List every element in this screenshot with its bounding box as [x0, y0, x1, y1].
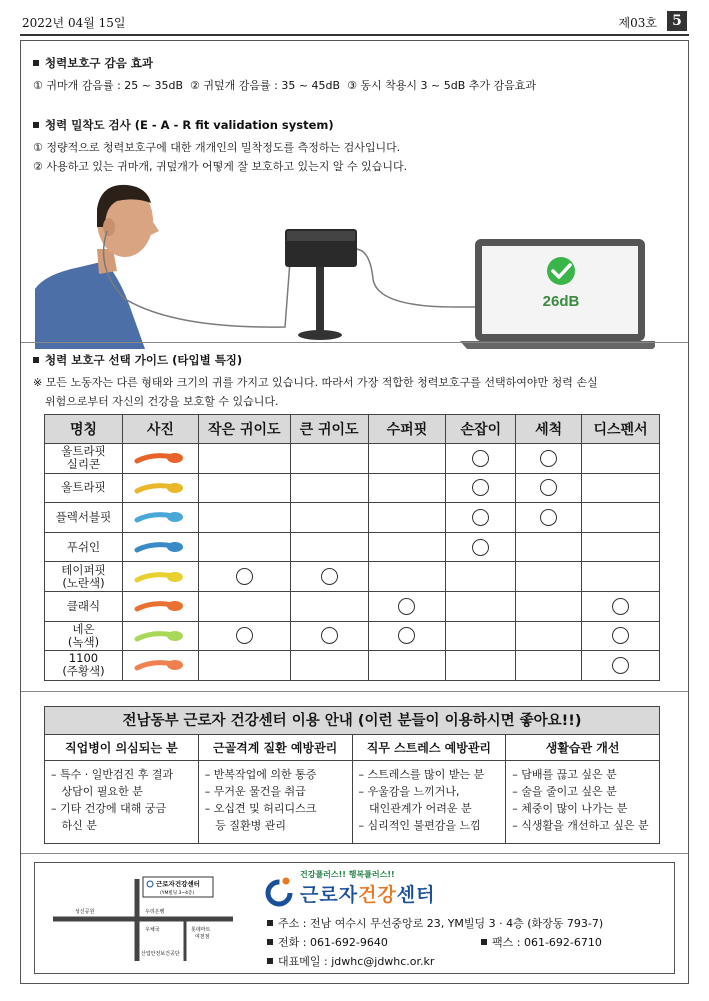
list-item: – 체중이 많이 나가는 분 — [512, 802, 628, 815]
feature-cell — [198, 503, 290, 533]
circle-mark-icon — [398, 627, 415, 644]
feature-cell — [368, 621, 446, 651]
guide-note-1: ※ 모든 노동자는 다른 형태와 크기의 귀를 가지고 있습니다. 따라서 가장 적합한 청력보호구를 선택하여야만 청력 손실 — [33, 376, 598, 389]
person-figure — [35, 185, 159, 349]
map-center-sub: (YM빌딩 3~4층) — [160, 891, 195, 896]
feature-cell — [198, 473, 290, 503]
column-body — [353, 761, 506, 843]
check-icon — [547, 257, 575, 285]
map-label: 롯데마트 — [191, 927, 211, 933]
table-row — [45, 562, 660, 592]
list-item: – 오십견 및 허리디스크 — [204, 802, 317, 815]
column-heading: 생활습관 개선 — [506, 735, 659, 761]
earplug-icon — [133, 656, 187, 674]
list-item: 하신 분 — [51, 819, 97, 832]
plug-photo — [122, 591, 198, 621]
bullet-icon — [33, 357, 39, 363]
plug-name: 1100 (주황색) — [45, 651, 123, 681]
table-row — [45, 591, 660, 621]
earplug-icon — [133, 508, 187, 526]
laptop — [460, 239, 655, 349]
bullet-icon — [267, 958, 273, 964]
plug-name: 테이퍼핏 (노란색) — [45, 562, 123, 592]
list-item: 상담이 필요한 분 — [51, 785, 143, 798]
circle-mark-icon — [236, 627, 253, 644]
issue-number: 제03호 — [618, 16, 657, 30]
plug-photo — [122, 621, 198, 651]
circle-mark-icon — [612, 657, 629, 674]
feature-cell — [516, 651, 582, 681]
column-body — [199, 761, 352, 843]
center-guide-column — [353, 735, 507, 843]
section-effect — [33, 55, 676, 95]
feature-cell — [198, 621, 290, 651]
list-item: – 식생활을 개선하고 싶은 분 — [512, 819, 649, 832]
col-header: 큰 귀이도 — [290, 415, 368, 444]
feature-cell — [368, 503, 446, 533]
map-label: 성신공원 — [75, 909, 95, 915]
header-rule — [20, 34, 689, 36]
effect-text: ① 귀마개 감음률 : 25 ~ 35dB ② 귀덮개 감음률 : 35 ~ 45dB ③ 동시 착용시 3 ~ 5dB 추가 감음효과 — [33, 79, 537, 92]
list-item: – 스트레스를 많이 받는 분 — [358, 768, 485, 781]
feature-cell — [290, 532, 368, 562]
feature-cell — [290, 651, 368, 681]
feature-cell — [368, 473, 446, 503]
plug-photo — [122, 532, 198, 562]
feature-cell — [582, 444, 660, 474]
table-row — [45, 651, 660, 681]
circle-mark-icon — [398, 598, 415, 615]
feature-cell — [368, 562, 446, 592]
section-title: 청력보호구 감음 효과 — [45, 56, 153, 70]
circle-mark-icon — [472, 539, 489, 556]
earplug-icon — [133, 538, 187, 556]
email-text: 대표메일 : jdwhc@jdwhc.or.kr — [278, 955, 435, 968]
map-label: 여천점 — [195, 934, 210, 940]
map-label: 우체국 — [145, 927, 160, 933]
map-label: 우리은행 — [145, 909, 165, 915]
list-item: – 술을 줄이고 싶은 분 — [512, 785, 617, 798]
plug-name: 울트라핏 — [45, 473, 123, 503]
circle-mark-icon — [612, 627, 629, 644]
health-center-logo-icon — [263, 875, 295, 907]
fax-text: 팩스 : 061-692-6710 — [492, 936, 602, 949]
plug-photo — [122, 473, 198, 503]
feature-cell — [446, 444, 516, 474]
plug-name: 플렉서블핏 — [45, 503, 123, 533]
feature-cell — [516, 532, 582, 562]
bullet-icon — [33, 122, 39, 128]
earplug-icon — [133, 479, 187, 497]
list-item: 등 질환병 관리 — [204, 819, 286, 832]
col-header: 수퍼핏 — [368, 415, 446, 444]
feature-cell — [516, 621, 582, 651]
col-header: 명칭 — [45, 415, 123, 444]
logo-tagline: 건강플러스!! 행복플러스!! — [300, 870, 395, 879]
plug-photo — [122, 503, 198, 533]
center-guide-columns — [45, 735, 659, 843]
map-center-label: 근로자건강센터 — [156, 880, 200, 888]
col-header: 디스펜서 — [582, 415, 660, 444]
feature-cell — [516, 591, 582, 621]
logo-name: 근로자건강센터 — [300, 884, 436, 906]
table-row — [45, 503, 660, 533]
column-body — [45, 761, 198, 843]
guide-note-2: 위험으로부터 자신의 건강을 보호할 수 있습니다. — [45, 395, 279, 408]
health-center-guide — [44, 706, 660, 844]
plug-name: 울트라핏 실리콘 — [45, 444, 123, 474]
plug-name: 클래식 — [45, 591, 123, 621]
col-header: 사진 — [122, 415, 198, 444]
circle-mark-icon — [540, 450, 557, 467]
table-row — [45, 444, 660, 474]
feature-cell — [198, 651, 290, 681]
circle-mark-icon — [321, 568, 338, 585]
list-item: 대인관계가 어려운 분 — [358, 802, 472, 815]
measurement-device — [285, 229, 357, 340]
address-text: 주소 : 전남 여수시 무선중앙로 23, YM빌딩 3 · 4층 (화장동 793-7) — [278, 917, 604, 930]
divider — [21, 691, 688, 692]
feature-cell — [582, 532, 660, 562]
feature-cell — [368, 532, 446, 562]
feature-cell — [198, 444, 290, 474]
location-map — [45, 869, 235, 965]
bullet-icon — [481, 939, 487, 945]
circle-mark-icon — [236, 568, 253, 585]
bullet-icon — [267, 939, 273, 945]
list-item: – 심리적인 불편감을 느낌 — [358, 819, 481, 832]
earplug-icon — [133, 627, 187, 645]
fit-test-line-2: ② 사용하고 있는 귀마개, 귀덮개가 어떻게 잘 보호하고 있는지 알 수 있습니다. — [33, 160, 408, 173]
feature-cell — [582, 591, 660, 621]
plug-photo — [122, 562, 198, 592]
feature-cell — [516, 444, 582, 474]
bullet-icon — [33, 60, 39, 66]
circle-mark-icon — [540, 509, 557, 526]
feature-cell — [446, 503, 516, 533]
fit-test-illustration — [35, 179, 655, 349]
circle-mark-icon — [612, 598, 629, 615]
plug-photo — [122, 444, 198, 474]
feature-cell — [582, 473, 660, 503]
screen-db-value: 26dB — [542, 293, 580, 310]
plug-name: 네온 (녹색) — [45, 621, 123, 651]
column-heading: 직무 스트레스 예방관리 — [353, 735, 506, 761]
table-body — [45, 444, 660, 681]
feature-cell — [446, 532, 516, 562]
section-guide — [33, 352, 676, 411]
bullet-icon — [267, 920, 273, 926]
earplug-icon — [133, 449, 187, 467]
divider — [21, 342, 688, 343]
map-label: 산업안전보건공단 — [141, 951, 180, 957]
feature-cell — [368, 651, 446, 681]
col-header: 세척 — [516, 415, 582, 444]
feature-cell — [290, 503, 368, 533]
feature-cell — [582, 651, 660, 681]
earplug-icon — [133, 568, 187, 586]
plug-photo — [122, 651, 198, 681]
list-item: – 반복작업에 의한 통증 — [204, 768, 317, 781]
circle-mark-icon — [540, 479, 557, 496]
feature-cell — [198, 532, 290, 562]
feature-cell — [516, 503, 582, 533]
feature-cell — [290, 621, 368, 651]
feature-cell — [290, 444, 368, 474]
feature-cell — [582, 503, 660, 533]
feature-cell — [290, 591, 368, 621]
circle-mark-icon — [321, 627, 338, 644]
fit-test-line-1: ① 정량적으로 청력보호구에 대한 개개인의 밀착정도를 측정하는 검사입니다. — [33, 141, 401, 154]
plug-name: 푸쉬인 — [45, 532, 123, 562]
table-row — [45, 621, 660, 651]
list-item: – 우울감을 느끼거나, — [358, 785, 460, 798]
table-row — [45, 532, 660, 562]
feature-cell — [446, 651, 516, 681]
page-number: 5 — [667, 11, 687, 31]
circle-mark-icon — [472, 450, 489, 467]
feature-cell — [198, 591, 290, 621]
center-guide-column — [45, 735, 199, 843]
column-heading: 근골격계 질환 예방관리 — [199, 735, 352, 761]
feature-cell — [446, 562, 516, 592]
footer-contact-box — [34, 862, 675, 974]
circle-mark-icon — [472, 479, 489, 496]
feature-cell — [368, 591, 446, 621]
circle-mark-icon — [472, 509, 489, 526]
table-row — [45, 473, 660, 503]
section-title: 청력 밀착도 검사 (E - A - R fit validation system) — [45, 118, 334, 132]
divider — [21, 853, 688, 854]
section-title: 청력 보호구 선택 가이드 (타입별 특징) — [45, 353, 243, 367]
col-header: 손잡이 — [446, 415, 516, 444]
column-body — [506, 761, 659, 843]
list-item: – 담배를 끊고 싶은 분 — [512, 768, 617, 781]
feature-cell — [516, 473, 582, 503]
earplug-guide-table — [44, 414, 660, 681]
issue-date: 2022년 04월 15일 — [22, 16, 126, 30]
phone-text: 전화 : 061-692-9640 — [278, 936, 388, 949]
col-header: 작은 귀이도 — [198, 415, 290, 444]
feature-cell — [198, 562, 290, 592]
feature-cell — [446, 621, 516, 651]
list-item: – 특수 · 일반검진 후 결과 — [51, 768, 174, 781]
feature-cell — [446, 591, 516, 621]
feature-cell — [368, 444, 446, 474]
section-fit-test — [33, 117, 676, 176]
center-guide-column — [506, 735, 659, 843]
feature-cell — [582, 562, 660, 592]
feature-cell — [582, 621, 660, 651]
column-heading: 직업병이 의심되는 분 — [45, 735, 198, 761]
feature-cell — [290, 473, 368, 503]
list-item: – 무거운 물건을 취급 — [204, 785, 306, 798]
feature-cell — [446, 473, 516, 503]
feature-cell — [516, 562, 582, 592]
center-guide-column — [199, 735, 353, 843]
earplug-icon — [133, 597, 187, 615]
list-item: – 기타 건강에 대해 궁금 — [51, 802, 167, 815]
center-guide-title: 전남동부 근로자 건강센터 이용 안내 (이런 분들이 이용하시면 좋아요!!) — [45, 707, 659, 735]
feature-cell — [290, 562, 368, 592]
table-header-row — [45, 415, 660, 444]
